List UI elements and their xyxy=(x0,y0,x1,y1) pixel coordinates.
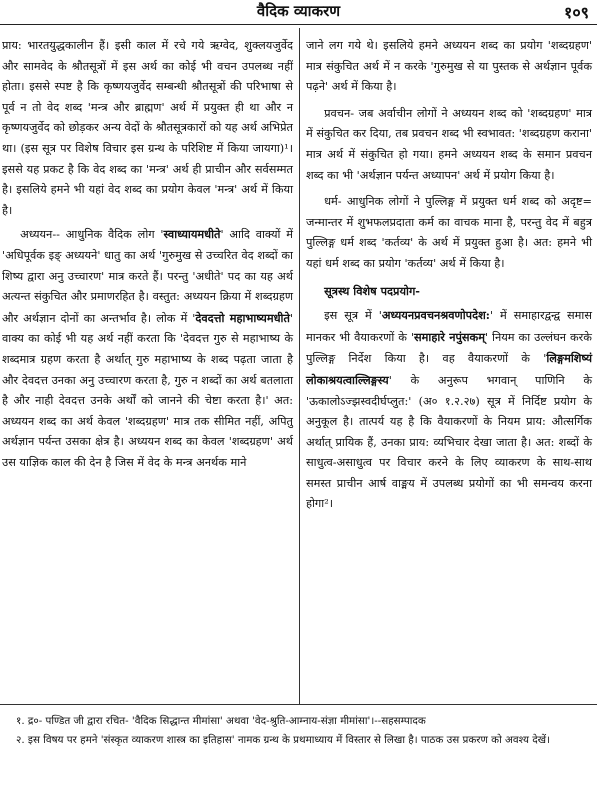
term-lingam-ashishyam: लिङ्गमशिष्यं लोकाश्रयत्वाल्लिङ्गस्य xyxy=(306,351,592,387)
adhyayana-text-mid: ' आदि वाक्यों में 'अधिपूर्वक इङ् अध्ययने' धातु का अर्थ 'गुरुमुख से उच्चरित वेद शब्दों का शिष्य द्वारा अनु उच्चारण' मात्र करते हैं। परन्तु 'अधीते' पद का यह अर्थ अत्यन्त संकुचित और प्रमाणरहित है। वस्तुत: अध्ययन क्रिया में शब्दग्रहण और अर्थज्ञान दोनों का अन्तर्भाव है। लोक में ' xyxy=(2,228,293,325)
adhyayana-term-devadatta: देवदत्तो महाभाष्यमधीते xyxy=(195,310,290,325)
term-samahare-napumsakam: समाहारे नपुंसकम् xyxy=(414,329,485,344)
right-column xyxy=(306,36,592,518)
column-divider xyxy=(299,28,300,704)
footnote-rule xyxy=(0,704,597,705)
special-usage-text-a: इस सूत्र में ' xyxy=(324,309,382,323)
special-usage-text-e: ' के अनुरूप भगवान् पाणिनि के 'ऊकालोऽज्झस्वदीर्घप्लुत:' (अ० १.२.२७) सूत्र में निर्दिष्ट प्रयोग के अनुकूल है। तात्पर्य यह है कि वैयाकरणों के नियम प्राय: औत्सर्गिक अर्थात् प्रायिक हैं, उनका प्राय: व्यभिचार देखा जाता है। अत: शब्दों के साधुत्व-असाधुत्व पर विचार करने के लिए व्याकरण के साथ-साथ समस्त प्राचीन आर्ष वाङ्मय में उपलब्ध प्रयोगों का भी समन्वय करना होगा²। xyxy=(306,373,592,511)
adhyayana-text-lead: अध्ययन-- आधुनिक वैदिक लोग ' xyxy=(20,228,164,242)
page-header xyxy=(0,0,597,24)
paragraph-adhyayana xyxy=(2,224,293,473)
special-usage-text-d: ' नियम का उल्लंघन करके पुल्लिङ्ग निर्देश किया है। वह वैयाकरणों के ' xyxy=(306,330,592,366)
special-usage-text-c: ' में समाहारद्वन्द्व समास मानकर भी वैयाकरणों के ' xyxy=(306,309,592,344)
paragraph-dharma: धर्म- आधुनिक लोगों ने पुल्लिङ्ग में प्रयुक्त धर्म शब्द को अदृष्ट= जन्मान्तर में शुभफलप्रदाता कर्म का वाचक माना है, परन्तु वेद में बहुत्र पुल्लिङ्ग धर्म शब्द 'कर्तव्य' के अर्थ में प्रयुक्त हुआ है। अत: हमने भी यहां धर्म शब्द का प्रयोग 'कर्तव्य' अर्थ में किया है। xyxy=(306,195,592,270)
section-heading-text: सूत्रस्थ विशेष पदप्रयोग- xyxy=(324,283,420,298)
left-column xyxy=(2,36,293,476)
footnote-1: १. द्र०- पण्डित जी द्वारा रचित- 'वैदिक सिद्धान्त मीमांसा' अथवा 'वेद-श्रुति-आम्नाय-संज्ञा मीमांसा'।--सहसम्पादक xyxy=(16,715,426,727)
footnotes xyxy=(2,712,592,750)
paragraph-adhyayana-continued: जाने लग गये थे। इसलिये हमने अध्ययन शब्द का प्रयोग 'शब्दग्रहण' मात्र संकुचित अर्थ में न करके 'गुरुमुख से या पुस्तक से अर्थज्ञान पूर्वक पढ़ने' अर्थ में किया है। xyxy=(306,39,592,94)
section-heading xyxy=(306,281,592,303)
header-rule xyxy=(0,24,597,25)
footnote-2: २. इस विषय पर हमने 'संस्कृत व्याकरण शास्त्र का इतिहास' नामक ग्रन्थ के प्रथमाध्याय में विस्तार से लिखा है। पाठक उस प्रकरण को अवश्य देखें। xyxy=(16,734,551,746)
adhyayana-text-tail: ' वाक्य का कोई भी यह अर्थ नहीं करता कि 'देवदत्त गुरु से महाभाष्य के शब्दमात्र ग्रहण करता है अर्थात् गुरु महाभाष्य के शब्द पढ़ता जाता है और देवदत्त उनका अनु उच्चारण करता है, गुरु न शब्दों का अर्थ बतलाता है और नाही देवदत्त उनके अर्थों को जानने की चेष्टा करता है।' अत: अध्ययन शब्द का अर्थ केवल 'शब्दग्रहण' मात्र तक सीमित नहीं, अपितु अर्थज्ञान पर्यन्त उसका क्षेत्र है। अध्ययन शब्द का केवल 'शब्दग्रहण' अर्थ उस याज्ञिक काल की देन है जिस में वेद के मन्त्र अनर्थक माने xyxy=(2,311,294,469)
paragraph-pravachana: प्रवचन- जब अर्वाचीन लोगों ने अध्ययन शब्द को 'शब्दग्रहण' मात्र में संकुचित कर दिया, तब प्रवचन शब्द भी स्वभावत: 'शब्दग्रहण कराना' मात्र अर्थ में संकुचित हो गया। हमने अध्ययन शब्द के समान प्रवचन शब्द का भी 'अर्थज्ञान पर्यन्त अध्यापन' अर्थ में प्रयोग किया है। xyxy=(306,106,592,182)
page-number: १०९ xyxy=(564,3,589,22)
paragraph-veda-meaning: प्राय: भारतयुद्धकालीन हैं। इसी काल में रचे गये ऋग्वेद, शुक्लयजुर्वेद और सामवेद के श्रौतसूत्रों में इस अर्थ का कोई भी वचन उपलब्ध नहीं होता। इससे स्पष्ट है कि कृष्णयजुर्वेद सम्बन्धी श्रौतसूत्रों की परिभाषा से पूर्व न तो वेद शब्द 'मन्त्र और ब्राह्मण' अर्थ में प्रयुक्त ही था और न कृष्णयजुर्वेद को छोड़कर अन्य वेदों के श्रौतसूत्रकारों को यह अर्थ अभिप्रेत था। (इस सूत्र पर विशेष विचार इस ग्रन्थ के परिशिष्ट में किया जायगा)¹। इससे यह प्रकट है कि वेद शब्द का 'मन्त्र' अर्थ ही प्राचीन और सर्वसम्मत है। इसलिये हमने भी यहां वेद शब्द का प्रयोग केवल 'मन्त्र' अर्थ में किया है। xyxy=(2,39,293,217)
paragraph-special-usage xyxy=(306,305,592,515)
adhyayana-term-svadhyaya: स्वाध्यायमधीते xyxy=(163,227,221,242)
term-sutra-compound: अध्ययनप्रवचनश्रवणोपदेश: xyxy=(381,308,490,323)
running-head-title: वैदिक व्याकरण xyxy=(256,2,341,20)
